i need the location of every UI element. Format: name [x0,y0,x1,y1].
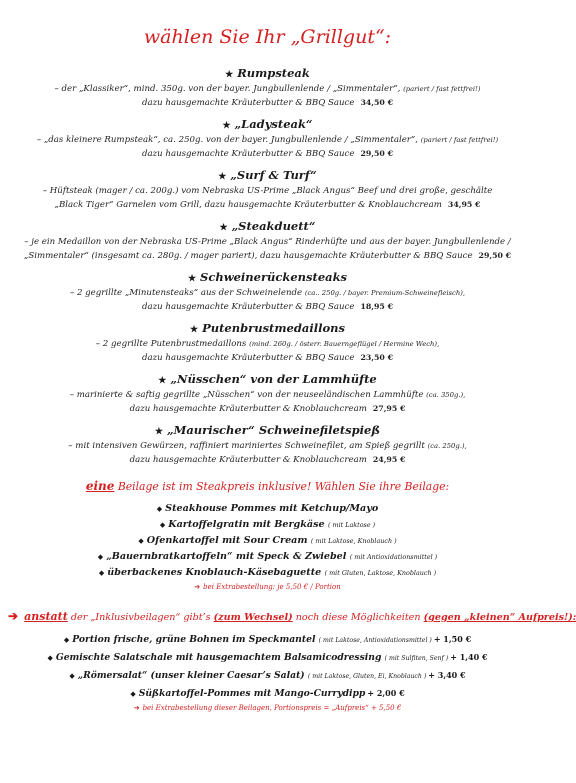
star-icon: ★ [219,223,228,233]
menu-item [8,423,527,467]
menu-item-description [8,351,527,365]
arrow-right-icon: ➔ [133,704,140,712]
description-text: – 2 gegrillte Putenbrustmedaillons [95,339,247,349]
price: 34,95 € [447,200,481,209]
description-text: – 2 gegrillte „Minutensteaks“ aus der Schweinelende [69,288,303,298]
description-text: – je ein Medaillon von der Nebraska US-Prime „Black Angus“ Rinderhüfte und aus der bayer. Jungbullenlende / [24,237,511,247]
description-note: (pariert / fast fettfrei!) [403,85,481,93]
description-note: (ca. 350g.), [426,391,466,399]
price: 34,50 € [360,98,393,107]
menu-item [8,372,527,416]
menu-item-name [8,168,527,185]
option-item [8,667,527,685]
menu-item-name [8,219,527,236]
menu-item-description [8,236,527,249]
description-text: dazu hausgemachte Kräuterbutter & Knoblauchcream [129,455,367,465]
option-note: ( mit Sulfiten, Senf ) [384,655,449,662]
star-icon: ★ [225,70,234,80]
description-text: – „das kleinere Rumpsteak“, ca. 250g. von der bayer. Jungbullenlende / „Simmentaler“, [36,135,419,145]
menu-item-name [8,372,527,389]
sides-extra-text: bei Extrabestellung: je 5,50 € / Portion [203,583,341,591]
description-note: (ca. 250g.), [427,442,467,450]
menu-item-title: „Surf & Turf“ [230,168,317,182]
option-price: + 2,00 € [367,688,405,698]
description-text: dazu hausgemachte Kräuterbutter & BBQ Sauce [142,353,355,363]
option-price: + 1,50 € [433,634,472,644]
menu-item-name [8,270,527,287]
side-item [8,565,527,581]
description-text: – der „Klassiker“, mind. 350g. von der bayer. Jungbullenlende / „Simmentaler“, [54,84,401,94]
option-note: ( mit Laktose, Antioxidationsmittel ) [318,637,432,644]
arrow-right-icon: ➔ [8,609,19,623]
menu-item-name [8,321,527,338]
alt-heading-aufpreis: (gegen „kleinen“ Aufpreis!): [423,612,576,623]
side-note: ( mit Gluten, Laktose, Knoblauch ) [324,569,437,577]
menu-item-name [8,117,527,134]
side-note: ( mit Laktose, Knoblauch ) [310,537,397,545]
option-name: Gemischte Salatschale mit hausgemachtem Balsamicodressing [55,652,382,663]
description-text: dazu hausgemachte Kräuterbutter & BBQ Sauce [142,302,355,312]
sides-list [8,501,527,581]
description-text: – marinierte & saftig gegrillte „Nüsschen“ von der neuseeländischen Lammhüfte [69,390,424,400]
sides-extra-note [8,581,527,593]
diamond-bullet-icon: ◆ [63,635,70,644]
sides-heading [8,479,527,493]
arrow-right-icon: ➔ [194,583,201,591]
diamond-bullet-icon: ◆ [47,653,53,662]
diamond-bullet-icon: ◆ [130,689,136,698]
menu-item-description [8,287,527,300]
menu-item-title: „Steakduett“ [231,219,316,233]
star-icon: ★ [218,172,227,182]
menu-item-title: „Nüsschen“ von der Lammhüfte [170,372,377,386]
star-icon: ★ [222,121,231,131]
alt-heading-text-2: noch diese Möglichkeiten [295,612,421,623]
menu-item-description [8,338,527,351]
diamond-bullet-icon: ◆ [97,552,104,561]
menu-item-name [8,66,527,83]
menu-item [8,270,527,314]
description-note: (pariert / fast fettfrei!) [420,136,499,144]
options-extra-text: bei Extrabestellung dieser Beilagen, Portionspreis = „Aufpreis“ + 5,50 € [142,704,402,712]
menu-item [8,66,527,110]
description-text: – mit intensiven Gewürzen, raffiniert mariniertes Schweinefilet, am Spieß gegrillt [68,441,425,451]
menu-item-title: „Maurischer“ Schweinefiletspieß [167,423,381,437]
option-name: Portion frische, grüne Bohnen im Speckmantel [72,634,316,645]
menu-item-description [8,300,527,314]
options-extra-note [8,702,527,714]
description-text: „Black Tiger“ Garnelen vom Grill, dazu hausgemachte Kräuterbutter & Knoblauchcream [54,200,442,210]
description-text: dazu hausgemachte Kräuterbutter & Knoblauchcream [129,404,367,414]
price: 29,50 € [478,251,512,260]
diamond-bullet-icon: ◆ [159,520,166,529]
options-list [8,631,527,702]
sides-heading-emph: eine [85,479,115,493]
option-name: Süßkartoffel-Pommes mit Mango-Currydipp [138,688,366,699]
menu-item [8,117,527,161]
menu-item-description [8,389,527,402]
diamond-bullet-icon: ◆ [156,504,163,513]
sides-heading-text: Beilage ist im Steakpreis inklusive! Wählen Sie ihre Beilage: [117,480,450,493]
menu-item-title: Schweinerückensteaks [200,270,348,284]
side-item [8,549,527,565]
menu-item-description [8,147,527,161]
menu-item-description [8,249,527,263]
option-note: ( mit Laktose, Gluten, Ei, Knoblauch ) [307,673,427,680]
star-icon: ★ [158,376,167,386]
side-note: ( mit Laktose ) [327,521,376,529]
page-title: wählen Sie Ihr „Grillgut“: [143,26,392,48]
side-name: Steakhouse Pommes mit Ketchup/Mayo [165,503,379,514]
menu-item-description [8,83,527,96]
side-name: „Bauernbratkartoffeln“ mit Speck & Zwiebel [106,551,347,562]
diamond-bullet-icon: ◆ [98,568,105,577]
alternatives-heading [8,609,576,623]
menu-item-description [8,185,527,198]
alt-heading-text-1: der „Inklusivbeilagen“ gibt’s [70,612,211,623]
price: 23,50 € [360,353,393,362]
price: 18,95 € [360,302,393,311]
side-item [8,533,527,549]
menu-item-title: Rumpsteak [237,66,310,80]
side-note: ( mit Antioxidationsmittel ) [349,553,438,561]
option-name: „Römersalat“ (unser kleiner Caesar’s Salat) [77,670,305,681]
description-text: dazu hausgemachte Kräuterbutter & BBQ Sauce [142,98,355,108]
menu-item-description [8,96,527,110]
menu-item-title: „Ladysteak“ [234,117,313,131]
menu-item [8,168,527,212]
side-item [8,501,527,517]
price: 27,95 € [372,404,406,413]
star-icon: ★ [187,274,197,284]
side-item [8,517,527,533]
menu-item-title: Putenbrustmedaillons [202,321,345,335]
description-note: (mind. 260g. / österr. Bauerngeflügel / Hermine Wech), [249,340,440,348]
side-name: Ofenkartoffel mit Sour Cream [146,535,308,546]
menu-item-description [8,402,527,416]
menu-item-name [8,423,527,440]
option-item [8,685,527,702]
description-text: dazu hausgemachte Kräuterbutter & BBQ Sauce [142,149,355,159]
side-name: überbackenes Knoblauch-Käsebaguette [107,567,322,578]
description-text: „Simmentaler“ (insgesamt ca. 280g. / mager pariert), dazu hausgemachte Kräuterbutter & BBQ Sauce [23,251,473,261]
menu-item-description [8,198,527,212]
menu-item [8,321,527,365]
alt-heading-anstatt: anstatt [24,610,68,623]
menu-item [8,219,527,263]
alt-heading-wechsel: (zum Wechsel) [213,612,293,623]
option-price: + 1,40 € [450,652,488,662]
menu-item-description [8,440,527,453]
description-text: – Hüftsteak (mager / ca. 200g.) vom Nebraska US-Prime „Black Angus“ Beef und drei große, geschälte [42,186,493,196]
diamond-bullet-icon: ◆ [69,671,75,680]
side-name: Kartoffelgratin mit Bergkäse [168,519,325,530]
menu-item-description [8,453,527,467]
menu-item-description [8,134,527,147]
grill-items-list [8,66,527,467]
option-item [8,631,527,649]
diamond-bullet-icon: ◆ [138,536,144,545]
star-icon: ★ [190,325,199,335]
price: 29,50 € [360,149,393,158]
menu-page [0,26,576,783]
option-item [8,649,527,667]
star-icon: ★ [154,427,163,437]
price: 24,95 € [372,455,406,464]
option-price: + 3,40 € [428,670,466,680]
description-note: (ca.. 250g. / bayer. Premium-Schweinefleisch), [304,289,466,297]
